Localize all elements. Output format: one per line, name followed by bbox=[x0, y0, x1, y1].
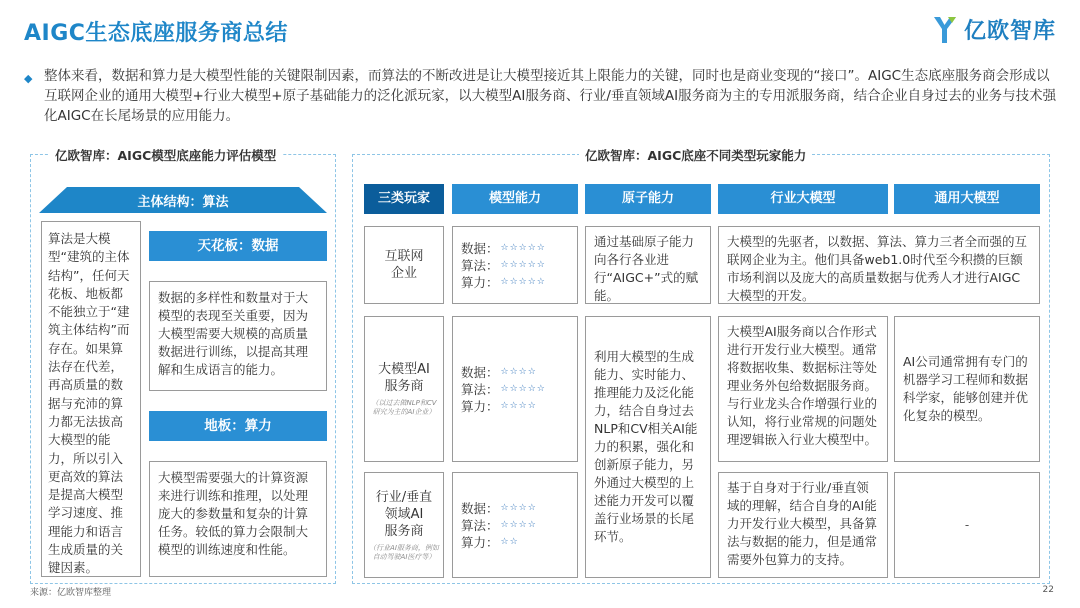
star-rating-icon: ☆☆☆☆☆ bbox=[500, 242, 546, 253]
rating-line bbox=[461, 500, 569, 517]
star-rating-icon: ☆☆☆☆☆ bbox=[500, 259, 546, 270]
row-ai-provider-note: （以过去做NLP和CV研究为主的AI企业） bbox=[371, 399, 437, 416]
row-internet-name: 互联网 企业 bbox=[384, 249, 424, 281]
source-note: 来源：亿欧智库整理 bbox=[30, 588, 112, 598]
row-vertical-name-cell bbox=[364, 472, 444, 578]
row-internet-atomic: 通过基础原子能力向各行各业进行“AIGC+”式的赋能。 bbox=[585, 226, 711, 304]
ceiling-text: 数据的多样性和数量对于大模型的表现至关重要，因为大模型需要大规模的高质量数据进行训练，以提高其理解和生成语言的能力。 bbox=[149, 281, 327, 391]
row-ai-provider-general: AI公司通常拥有专门的机器学习工程师和数据科学家，能够创建并优化复杂的模型。 bbox=[903, 354, 1029, 423]
row-internet-ratings bbox=[452, 226, 578, 304]
page-title: AIGC生态底座服务商总结 bbox=[24, 21, 288, 46]
row-vertical-ratings bbox=[452, 472, 578, 578]
star-rating-icon: ☆☆☆☆ bbox=[500, 366, 537, 377]
rating-label: 数据： bbox=[461, 500, 499, 516]
left-panel-title: 亿欧智库：AIGC模型底座能力评估模型 bbox=[49, 146, 282, 164]
header-model-capability: 模型能力 bbox=[452, 184, 578, 214]
rating-line bbox=[461, 240, 569, 257]
page-number: 22 bbox=[1042, 585, 1054, 595]
row-internet-industry-general: 大模型的先驱者，以数据、算法、算力三者全而强的互联网企业为主。他们具备web1.0时代至今积攒的巨额市场利润以及庞大的高质量数据与优秀人才进行AIGC大模型的开发。 bbox=[718, 226, 1040, 304]
logo-mark-icon bbox=[932, 15, 958, 45]
star-rating-icon: ☆☆☆☆ bbox=[500, 502, 537, 513]
header-atomic-capability: 原子能力 bbox=[585, 184, 711, 214]
rating-line bbox=[461, 381, 569, 398]
row-ai-provider-industry: 大模型AI服务商以合作形式进行开发行业大模型。通常将数据收集、数据标注等处理业务外包给数据服务商。与行业龙头合作增强行业的认知，将行业常规的问题处理逻辑嵌入行业大模型中。 bbox=[718, 316, 888, 462]
rating-line bbox=[461, 517, 569, 534]
floor-heading: 地板：算力 bbox=[149, 411, 327, 441]
diamond-bullet-icon: ◆ bbox=[24, 72, 33, 85]
row-ai-provider-name-cell bbox=[364, 316, 444, 462]
row-vertical-note: （行业AI服务商，例如自动驾驶AI医疗等） bbox=[369, 543, 439, 561]
floor-text: 大模型需要强大的计算资源来进行训练和推理，以处理庞大的参数量和复杂的计算任务。较低的算力会限制大模型的训练速度和性能。 bbox=[149, 461, 327, 577]
star-rating-icon: ☆☆☆☆☆ bbox=[500, 276, 546, 287]
row-vertical-name: 行业/垂直 领域AI 服务商 bbox=[375, 489, 433, 539]
header-general-model: 通用大模型 bbox=[894, 184, 1040, 214]
rating-label: 数据： bbox=[461, 240, 499, 256]
row-ai-provider-name: 大模型AI 服务商 bbox=[378, 362, 430, 394]
algorithm-text: 算法是大模型“建筑的主体结构”，任何天花板、地板都不能独立于“建筑主体结构”而存在。如果算法存在代差，再高质量的数据与充沛的算力都无法拔高大模型的能力，所以引入更高效的算法是提高大模型学习速度、推理能力和语言生成质量的关键因素。 bbox=[41, 221, 141, 577]
header-industry-model: 行业大模型 bbox=[718, 184, 888, 214]
rating-label: 算法： bbox=[461, 517, 499, 533]
rating-line bbox=[461, 257, 569, 274]
row-vertical-general: - bbox=[894, 472, 1040, 578]
rating-label: 算力： bbox=[461, 398, 499, 414]
ceiling-heading: 天花板：数据 bbox=[149, 231, 327, 261]
logo bbox=[932, 14, 1056, 45]
rating-label: 算力： bbox=[461, 274, 499, 290]
rating-label: 算法： bbox=[461, 257, 499, 273]
rating-label: 数据： bbox=[461, 364, 499, 380]
summary bbox=[24, 66, 1058, 126]
rating-label: 算力： bbox=[461, 534, 499, 550]
rating-label: 算法： bbox=[461, 381, 499, 397]
row-ai-provider-general-cell bbox=[894, 316, 1040, 462]
right-panel-title: 亿欧智库：AIGC底座不同类型玩家能力 bbox=[579, 146, 812, 164]
capability-model-panel bbox=[30, 148, 336, 584]
row-internet-name-cell bbox=[364, 226, 444, 304]
rating-line bbox=[461, 398, 569, 415]
rating-line bbox=[461, 274, 569, 291]
row-ai-provider-ratings bbox=[452, 316, 578, 462]
star-rating-icon: ☆☆☆☆☆ bbox=[500, 383, 546, 394]
header-players: 三类玩家 bbox=[364, 184, 444, 214]
rating-line bbox=[461, 534, 569, 551]
star-rating-icon: ☆☆☆☆ bbox=[500, 519, 537, 530]
logo-text: 亿欧智库 bbox=[963, 19, 1056, 44]
star-rating-icon: ☆☆ bbox=[500, 536, 519, 547]
rating-line bbox=[461, 364, 569, 381]
row-ai-provider-atomic: 利用大模型的生成能力、实时能力、推理能力及泛化能力，结合自身过去NLP和CV相关AI能力的积累，强化和创新原子能力，另外通过大模型的上述能力开发可以覆盖行业场景的长尾环节。 bbox=[594, 349, 698, 544]
roof-label: 主体结构：算法 bbox=[137, 195, 229, 210]
summary-text: 整体来看，数据和算力是大模型性能的关键限制因素，而算法的不断改进是让大模型接近其上限能力的关键，同时也是商业变现的“接口”。AIGC生态底座服务商会形成以互联网企业的通用大模型+行业大模型+原子基础能力的泛化派玩家，以大模型AI服务商、行业/垂直领域AI服务商为主的专用派服务商，结合企业自身过去的业务与技术强化AIGC在长尾场景的应用能力。 bbox=[44, 68, 1057, 124]
row-vertical-industry: 基于自身对于行业/垂直领域的理解，结合自身的AI能力开发行业大模型，具备算法与数据的能力，但是通常需要外包算力的支持。 bbox=[718, 472, 888, 578]
row-ai-provider-atomic-cell bbox=[585, 316, 711, 578]
star-rating-icon: ☆☆☆☆ bbox=[500, 400, 537, 411]
